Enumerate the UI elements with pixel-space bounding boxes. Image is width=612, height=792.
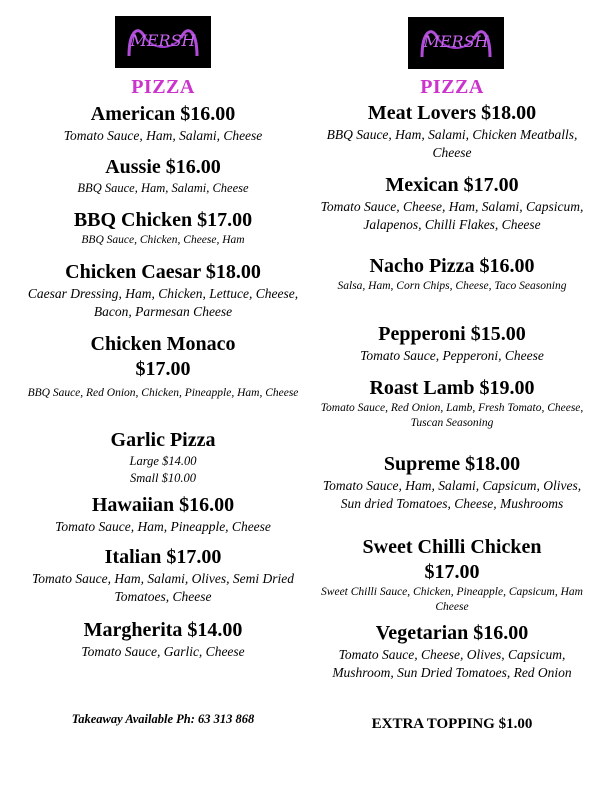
menu-item bbox=[316, 452, 588, 513]
menu-item bbox=[316, 621, 588, 682]
item-description: Tomato Sauce, Ham, Salami, Capsicum, Olives, Sun dried Tomatoes, Cheese, Mushrooms bbox=[322, 478, 582, 511]
item-name: American $16.00 bbox=[90, 103, 236, 125]
item-name: Garlic Pizza bbox=[110, 429, 216, 451]
menu-item bbox=[316, 535, 588, 615]
svg-text:MERSH: MERSH bbox=[130, 31, 196, 50]
menu-item bbox=[24, 260, 302, 321]
item-price: $17.00 bbox=[424, 561, 480, 583]
item-description: BBQ Sauce, Red Onion, Chicken, Pineapple, Ham, Cheese bbox=[27, 387, 299, 399]
item-name: Chicken Monaco bbox=[90, 333, 236, 355]
item-size-price: Small $10.00 bbox=[130, 471, 196, 485]
svg-text:MERSH: MERSH bbox=[423, 32, 489, 51]
item-name: Hawaiian $16.00 bbox=[91, 494, 235, 516]
takeaway-phone-note: Takeaway Available Ph: 63 313 868 bbox=[71, 712, 255, 726]
mersh-logo bbox=[115, 16, 211, 68]
item-description: Caesar Dressing, Ham, Chicken, Lettuce, Cheese, Bacon, Parmesan Cheese bbox=[27, 286, 299, 319]
menu-item bbox=[24, 208, 302, 248]
menu-item bbox=[24, 545, 302, 606]
section-heading: PIZZA bbox=[131, 76, 195, 98]
item-description: Salsa, Ham, Corn Chips, Cheese, Taco Seasoning bbox=[337, 280, 567, 292]
item-description: Tomato Sauce, Ham, Salami, Cheese bbox=[63, 128, 263, 143]
item-description: Sweet Chilli Sauce, Chicken, Pineapple, Capsicum, Ham Cheese bbox=[321, 586, 583, 613]
menu-item bbox=[24, 428, 302, 487]
item-name: Chicken Caesar $18.00 bbox=[65, 261, 261, 283]
mersh-logo bbox=[408, 17, 504, 69]
item-name: Nacho Pizza $16.00 bbox=[369, 255, 535, 277]
item-description: Tomato Sauce, Cheese, Ham, Salami, Capsicum, Jalapenos, Chilli Flakes, Cheese bbox=[320, 199, 584, 232]
menu-item bbox=[316, 254, 588, 294]
item-description: BBQ Sauce, Ham, Salami, Chicken Meatballs, Cheese bbox=[326, 127, 578, 160]
item-description: Tomato Sauce, Cheese, Olives, Capsicum, Mushroom, Sun Dried Tomatoes, Red Onion bbox=[332, 647, 572, 680]
item-name: Sweet Chilli Chicken bbox=[362, 536, 542, 558]
menu-item bbox=[24, 493, 302, 536]
menu-item bbox=[316, 101, 588, 162]
extra-topping-price: EXTRA TOPPING $1.00 bbox=[371, 716, 533, 732]
menu-item bbox=[316, 376, 588, 431]
menu-item bbox=[24, 102, 302, 145]
item-name: Mexican $17.00 bbox=[385, 174, 519, 196]
menu-item bbox=[316, 173, 588, 234]
item-price: $17.00 bbox=[135, 358, 191, 380]
item-name: BBQ Chicken $17.00 bbox=[73, 209, 253, 231]
item-name: Pepperoni $15.00 bbox=[378, 323, 526, 345]
item-name: Aussie $16.00 bbox=[105, 156, 221, 178]
item-description: Tomato Sauce, Red Onion, Lamb, Fresh Tomato, Cheese, Tuscan Seasoning bbox=[320, 402, 584, 429]
item-description: Tomato Sauce, Ham, Salami, Olives, Semi Dried Tomatoes, Cheese bbox=[32, 571, 294, 604]
item-description: Tomato Sauce, Pepperoni, Cheese bbox=[360, 348, 544, 363]
item-name: Supreme $18.00 bbox=[383, 453, 521, 475]
menu-item bbox=[316, 322, 588, 365]
menu-item bbox=[24, 332, 302, 401]
item-description: BBQ Sauce, Ham, Salami, Cheese bbox=[77, 181, 249, 195]
item-description: Tomato Sauce, Garlic, Cheese bbox=[81, 644, 245, 659]
item-name: Italian $17.00 bbox=[104, 546, 222, 568]
section-heading: PIZZA bbox=[420, 76, 484, 98]
item-name: Vegetarian $16.00 bbox=[375, 622, 529, 644]
item-name: Meat Lovers $18.00 bbox=[367, 102, 537, 124]
item-size-price: Large $14.00 bbox=[129, 454, 197, 468]
menu-item bbox=[24, 155, 302, 197]
item-description: Tomato Sauce, Ham, Pineapple, Cheese bbox=[55, 519, 271, 534]
menu-item bbox=[24, 618, 302, 661]
item-name: Margherita $14.00 bbox=[83, 619, 243, 641]
item-description: BBQ Sauce, Chicken, Cheese, Ham bbox=[81, 234, 245, 246]
item-name: Roast Lamb $19.00 bbox=[369, 377, 535, 399]
